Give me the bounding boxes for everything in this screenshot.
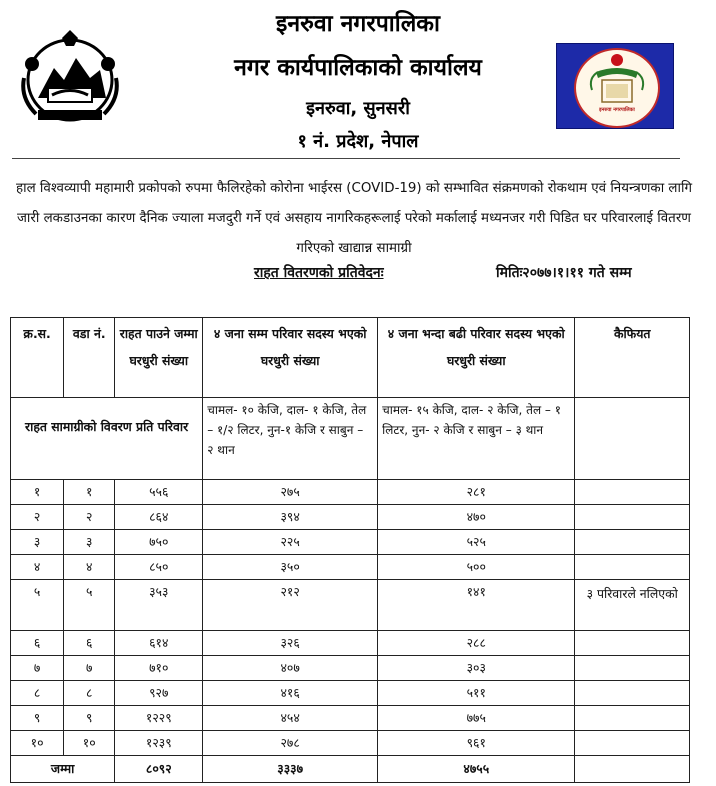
report-date: मितिः२०७७।१।११ गते सम्म bbox=[496, 265, 632, 281]
relief-distribution-table bbox=[10, 317, 690, 783]
cell-small: ४१६ bbox=[203, 681, 378, 706]
cell-large: ५२५ bbox=[378, 530, 575, 555]
cell-serial: १ bbox=[11, 480, 64, 505]
cell-small: ३५० bbox=[203, 555, 378, 580]
letterhead bbox=[0, 0, 716, 160]
table-row bbox=[11, 706, 690, 731]
cell-total: ८५० bbox=[115, 555, 203, 580]
table-row bbox=[11, 631, 690, 656]
cell-large: २८१ bbox=[378, 480, 575, 505]
table-row bbox=[11, 555, 690, 580]
table-row bbox=[11, 731, 690, 756]
municipality-name: इनरुवा नगरपालिका bbox=[276, 11, 440, 37]
total-small-households: ३३३७ bbox=[203, 756, 378, 783]
cell-serial: ८ bbox=[11, 681, 64, 706]
intro-paragraph: हाल विश्वव्यापी महामारी प्रकोपको रुपमा फैलिरहेको कोरोना भाईरस (COVID-19) को सम्भावित संक्रमणको रोकथाम एवं नियन्त्रणका लागि जारी लकडाउनका कारण दैनिक ज्याला मजदुरी गर्ने एवं असहाय नागरिकहरूलाई परेको मर्कालाई मध्यनजर गरी पिडित घर परिवारलाई वितरण गरिएको खाद्यान्न सामाग्री bbox=[16, 181, 692, 256]
cell-remark bbox=[575, 555, 690, 580]
table-total-row bbox=[11, 756, 690, 783]
cell-ward: ७ bbox=[64, 656, 115, 681]
logo-seal-icon bbox=[576, 50, 658, 126]
table-row bbox=[11, 656, 690, 681]
cell-serial: ४ bbox=[11, 555, 64, 580]
cell-ward: १ bbox=[64, 480, 115, 505]
cell-total: ५५६ bbox=[115, 480, 203, 505]
cell-remark bbox=[575, 681, 690, 706]
header-divider bbox=[12, 158, 680, 159]
cell-small: ४०७ bbox=[203, 656, 378, 681]
cell-total: ७१० bbox=[115, 656, 203, 681]
cell-serial: ७ bbox=[11, 656, 64, 681]
cell-remark bbox=[575, 480, 690, 505]
cell-large: ५११ bbox=[378, 681, 575, 706]
header-serial: क्र.स. bbox=[11, 318, 64, 398]
cell-small: २७५ bbox=[203, 480, 378, 505]
cell-ward: ९ bbox=[64, 706, 115, 731]
cell-large: ९६१ bbox=[378, 731, 575, 756]
cell-total: ६१४ bbox=[115, 631, 203, 656]
cell-ward: १० bbox=[64, 731, 115, 756]
header-total-households: राहत पाउने जम्मा घरधुरी संख्या bbox=[115, 318, 203, 398]
relief-items-label: राहत सामाग्रीको विवरण प्रति परिवार bbox=[11, 398, 203, 480]
cell-ward: ३ bbox=[64, 530, 115, 555]
cell-total: १२३९ bbox=[115, 731, 203, 756]
cell-remark bbox=[575, 631, 690, 656]
cell-serial: ३ bbox=[11, 530, 64, 555]
office-name: नगर कार्यपालिकाको कार्यालय bbox=[234, 55, 482, 81]
logo-seal bbox=[574, 48, 660, 128]
cell-total: ३५३ bbox=[115, 580, 203, 631]
cell-small: २१२ bbox=[203, 580, 378, 631]
relief-package-large: चामल- १५ केजि, दाल- २ केजि, तेल – १ लिटर, नुन- २ केजि र साबुन – ३ थान bbox=[378, 398, 575, 480]
logo-text: इनरुवा नगरपालिका bbox=[599, 107, 635, 113]
cell-small: २७८ bbox=[203, 731, 378, 756]
cell-remark bbox=[575, 530, 690, 555]
cell-remark: ३ परिवारले नलिएको bbox=[575, 580, 690, 631]
header-large-households: ४ जना भन्दा बढी परिवार सदस्य भएको घरधुरी संख्या bbox=[378, 318, 575, 398]
cell-large: ५०० bbox=[378, 555, 575, 580]
header-ward: वडा नं. bbox=[64, 318, 115, 398]
table-header-row bbox=[11, 318, 690, 398]
relief-items-remark bbox=[575, 398, 690, 480]
cell-small: ३२६ bbox=[203, 631, 378, 656]
cell-total: ९२७ bbox=[115, 681, 203, 706]
cell-serial: ६ bbox=[11, 631, 64, 656]
table-row bbox=[11, 530, 690, 555]
total-label: जम्मा bbox=[11, 756, 115, 783]
cell-ward: ८ bbox=[64, 681, 115, 706]
header-small-households: ४ जना सम्म परिवार सदस्य भएको घरधुरी संख्या bbox=[203, 318, 378, 398]
table-row bbox=[11, 580, 690, 631]
municipality-logo bbox=[556, 43, 674, 129]
cell-large: ७७५ bbox=[378, 706, 575, 731]
cell-remark bbox=[575, 731, 690, 756]
table-row bbox=[11, 480, 690, 505]
cell-serial: १० bbox=[11, 731, 64, 756]
cell-small: ४५४ bbox=[203, 706, 378, 731]
header-remarks: कैफियत bbox=[575, 318, 690, 398]
cell-ward: ४ bbox=[64, 555, 115, 580]
total-households: ८०९२ bbox=[115, 756, 203, 783]
province-name: १ नं. प्रदेश, नेपाल bbox=[297, 131, 419, 152]
cell-large: १४१ bbox=[378, 580, 575, 631]
cell-total: ७५० bbox=[115, 530, 203, 555]
cell-large: ३०३ bbox=[378, 656, 575, 681]
cell-ward: २ bbox=[64, 505, 115, 530]
cell-total: ८६४ bbox=[115, 505, 203, 530]
cell-serial: ५ bbox=[11, 580, 64, 631]
cell-ward: ५ bbox=[64, 580, 115, 631]
cell-remark bbox=[575, 656, 690, 681]
cell-serial: ९ bbox=[11, 706, 64, 731]
cell-total: १२२९ bbox=[115, 706, 203, 731]
total-remark bbox=[575, 756, 690, 783]
relief-package-small: चामल- १० केजि, दाल- १ केजि, तेल – १/२ लिटर, नुन-१ केजि र साबुन – २ थान bbox=[203, 398, 378, 480]
total-large-households: ४७५५ bbox=[378, 756, 575, 783]
cell-remark bbox=[575, 706, 690, 731]
cell-small: २२५ bbox=[203, 530, 378, 555]
cell-remark bbox=[575, 505, 690, 530]
table-row bbox=[11, 505, 690, 530]
table-row bbox=[11, 681, 690, 706]
cell-serial: २ bbox=[11, 505, 64, 530]
cell-large: २८८ bbox=[378, 631, 575, 656]
cell-ward: ६ bbox=[64, 631, 115, 656]
cell-small: ३९४ bbox=[203, 505, 378, 530]
report-title: राहत वितरणको प्रतिवेदनः bbox=[254, 265, 384, 281]
cell-large: ४७० bbox=[378, 505, 575, 530]
office-location: इनरुवा, सुनसरी bbox=[306, 98, 410, 119]
relief-items-row bbox=[11, 398, 690, 480]
